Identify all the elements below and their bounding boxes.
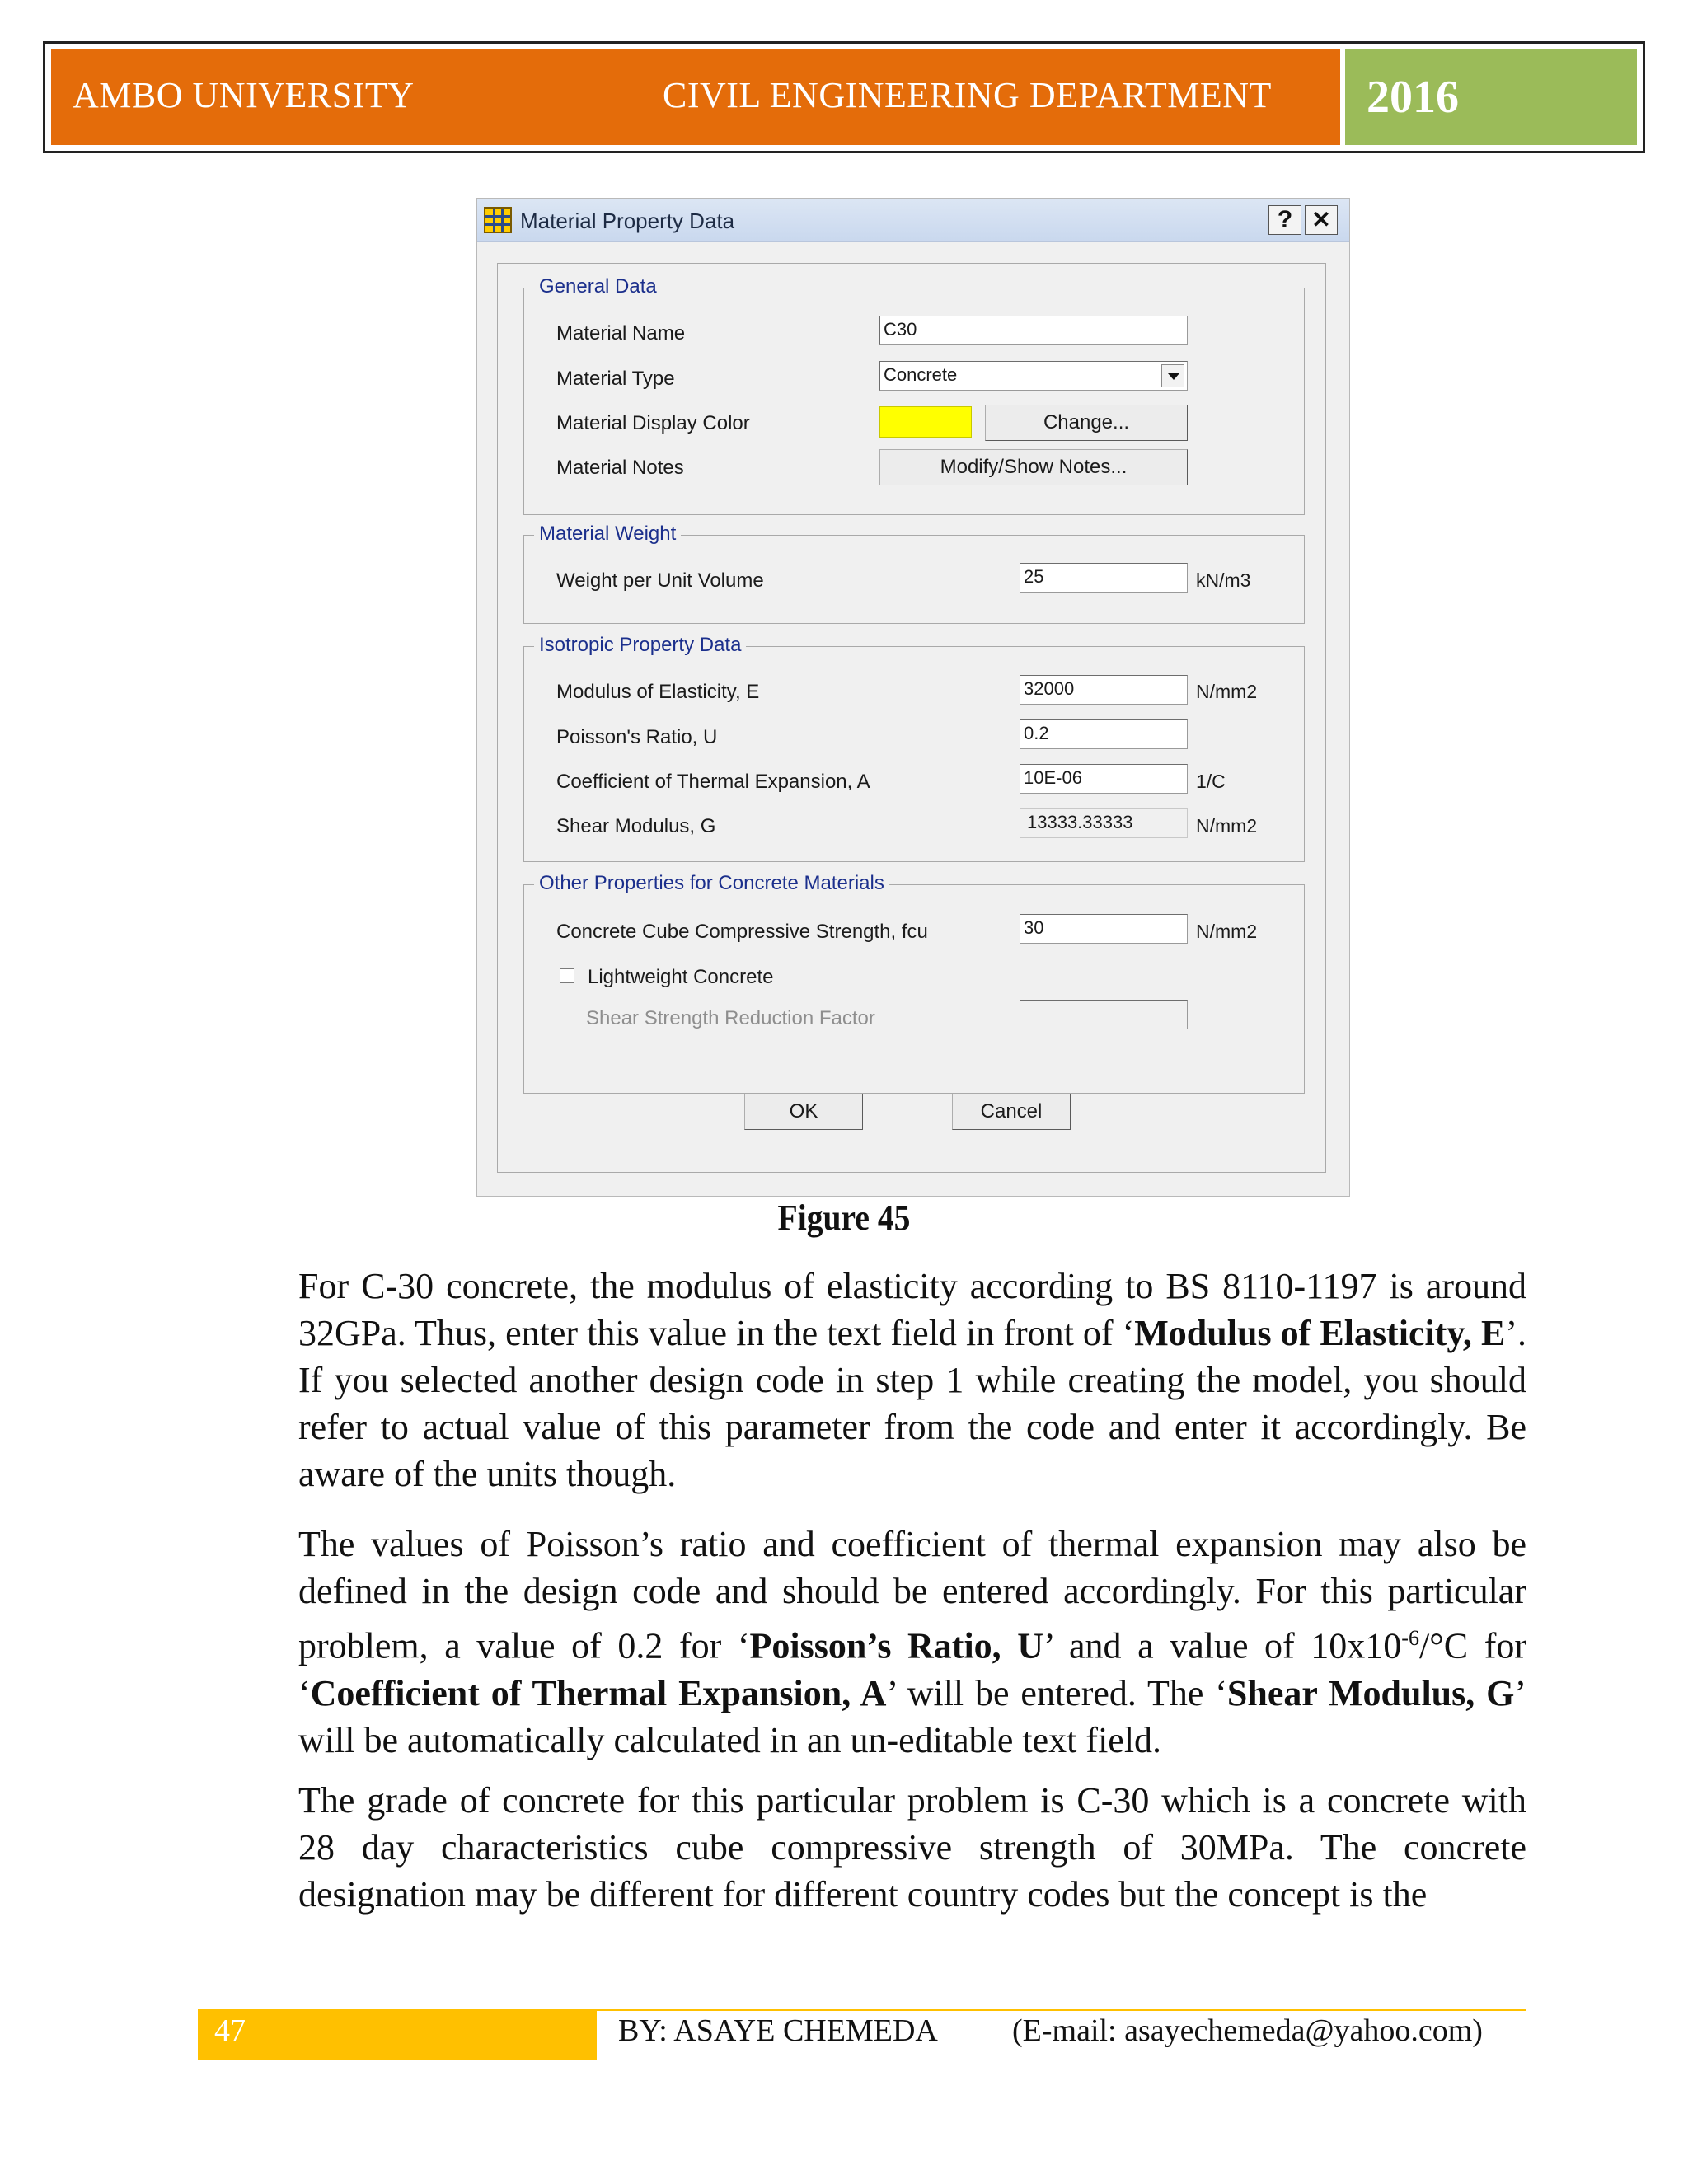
header-year: 2016 <box>1367 72 1459 123</box>
p2-text-d: /°C for ‘ <box>298 1625 1526 1713</box>
page-number: 47 <box>214 2013 246 2048</box>
fcu-unit: N/mm2 <box>1196 921 1258 942</box>
thermal-expansion-field[interactable]: 10E-06 <box>1020 764 1188 794</box>
elasticity-label: Modulus of Elasticity, E <box>556 681 760 703</box>
university-name: AMBO UNIVERSITY <box>73 75 415 115</box>
p1-bold-elasticity: Modulus of Elasticity, E <box>1134 1313 1506 1353</box>
p2-superscript: -6 <box>1401 1626 1419 1650</box>
footer-page-bar <box>198 2009 597 2060</box>
lightweight-label: Lightweight Concrete <box>588 966 774 988</box>
figure-caption: Figure 45 <box>777 1197 911 1238</box>
header-banner <box>51 49 1340 145</box>
fcu-field[interactable]: 30 <box>1020 914 1188 944</box>
weight-per-volume-field[interactable]: 25 <box>1020 563 1188 593</box>
elasticity-field[interactable]: 32000 <box>1020 675 1188 705</box>
chevron-down-icon[interactable] <box>1161 364 1184 387</box>
p3-text-a: The grade of concrete for this particular problem is C-30 which is a concrete with 28 day characteristics cube compressive strength of 30MPa. The concrete designation may be different for different country codes but the concept is the <box>298 1780 1526 1915</box>
elasticity-unit: N/mm2 <box>1196 681 1258 702</box>
cancel-button[interactable]: Cancel <box>952 1094 1071 1130</box>
p2-text-c: ’ and a value of 10x10 <box>1043 1625 1402 1666</box>
weight-per-volume-label: Weight per Unit Volume <box>556 569 764 592</box>
fcu-label: Concrete Cube Compressive Strength, fcu <box>556 921 928 943</box>
app-grid-icon <box>484 207 512 233</box>
poisson-ratio-field[interactable]: 0.2 <box>1020 719 1188 749</box>
department-name: CIVIL ENGINEERING DEPARTMENT <box>663 75 1272 115</box>
p2-text-f: ’ will be automatically calculated in an un-editable text field. <box>298 1672 1527 1760</box>
general-data-legend: General Data <box>534 275 662 298</box>
shear-modulus-field: 13333.33333 <box>1020 808 1188 838</box>
p2-bold-shear: Shear Modulus, G <box>1226 1672 1515 1713</box>
footer-rule <box>597 2009 1526 2011</box>
material-notes-label: Material Notes <box>556 457 684 479</box>
material-type-value: Concrete <box>884 364 958 385</box>
change-color-button[interactable]: Change... <box>985 405 1188 441</box>
thermal-expansion-label: Coefficient of Thermal Expansion, A <box>556 771 870 793</box>
concrete-properties-legend: Other Properties for Concrete Materials <box>534 872 889 895</box>
material-type-select[interactable] <box>879 361 1188 391</box>
p1-text-c: ’. If you selected another design code in step 1 while creating the model, you should refer to actual value of this parameter from the code and enter it accordingly. Be aware of the units though. <box>298 1313 1526 1494</box>
lightweight-checkbox[interactable] <box>560 968 574 983</box>
close-button[interactable]: ✕ <box>1305 205 1338 235</box>
reduction-factor-field <box>1020 1000 1188 1029</box>
thermal-expansion-unit: 1/C <box>1196 771 1226 792</box>
reduction-factor-label: Shear Strength Reduction Factor <box>586 1007 875 1029</box>
material-name-label: Material Name <box>556 322 686 344</box>
display-color-swatch <box>879 406 972 438</box>
dialog-title: Material Property Data <box>520 209 735 233</box>
dialog-titlebar <box>477 199 1349 242</box>
help-button[interactable]: ? <box>1268 205 1301 235</box>
shear-modulus-unit: N/mm2 <box>1196 815 1258 837</box>
material-weight-legend: Material Weight <box>534 523 681 546</box>
p2-bold-poisson: Poisson’s Ratio, U <box>749 1625 1044 1666</box>
paragraph-3 <box>298 1777 1526 1918</box>
material-name-field[interactable]: C30 <box>879 316 1188 345</box>
p2-text-a: The values of Poisson’s ratio and coefficient of thermal expansion may also be defined in the design code and should be entered accordingly. For this particular problem, a value of 0.2 for ‘ <box>298 1524 1526 1666</box>
material-property-dialog <box>476 198 1350 1197</box>
isotropic-property-legend: Isotropic Property Data <box>534 634 746 657</box>
paragraph-1 <box>298 1263 1526 1497</box>
footer-author: BY: ASAYE CHEMEDA <box>618 2013 938 2048</box>
footer-email: (E-mail: asayechemeda@yahoo.com) <box>1012 2013 1483 2048</box>
poisson-ratio-label: Poisson's Ratio, U <box>556 726 718 748</box>
p2-text-e: ’ will be entered. The ‘ <box>886 1672 1227 1713</box>
p1-text-a: For C-30 concrete, the modulus of elasticity according to BS 8110-1197 is around 32GPa. Thus, enter this value in the text field in front of ‘ <box>298 1266 1526 1353</box>
ok-button[interactable]: OK <box>744 1094 863 1130</box>
shear-modulus-label: Shear Modulus, G <box>556 815 716 837</box>
display-color-label: Material Display Color <box>556 412 750 434</box>
p2-bold-thermal: Coefficient of Thermal Expansion, A <box>310 1672 887 1713</box>
header-year-box <box>1345 49 1637 145</box>
paragraph-2 <box>298 1521 1526 1764</box>
weight-unit: kN/m3 <box>1196 569 1251 591</box>
modify-notes-button[interactable]: Modify/Show Notes... <box>879 449 1188 485</box>
material-type-label: Material Type <box>556 368 675 390</box>
